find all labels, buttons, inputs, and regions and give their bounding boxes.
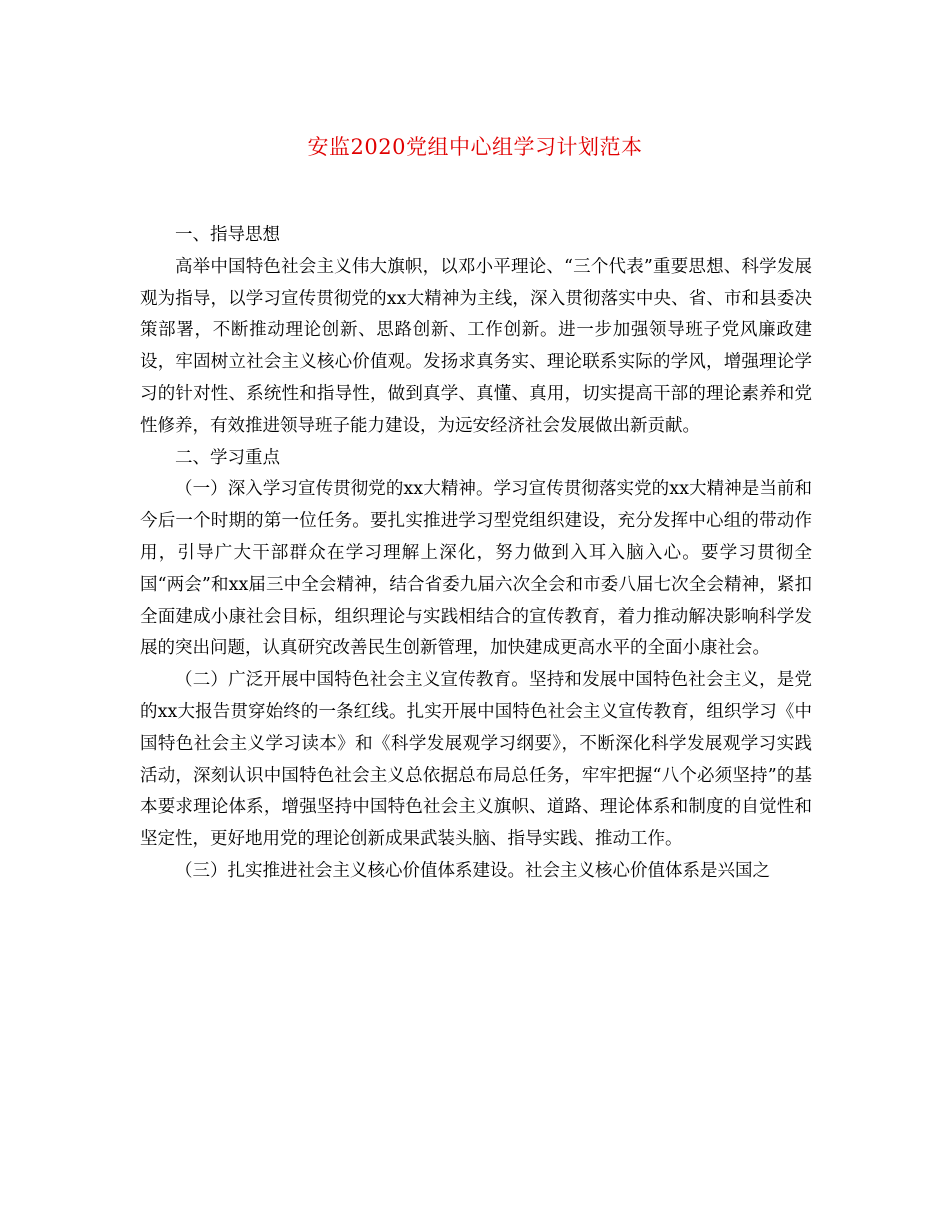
document-body	[140, 220, 812, 888]
paragraph-focus-1: （一）深入学习宣传贯彻党的xx大精神。学习宣传贯彻落实党的xx大精神是当前和今后一个时期的第一位任务。要扎实推进学习型党组织建设，充分发挥中心组的带动作用，引导广大干部群众在学习理解上深化，努力做到入耳入脑入心。要学习贯彻全国“两会”和xx届三中全会精神，结合省委九届六次全会和市委八届七次全会精神，紧扣全面建成小康社会目标，组织理论与实践相结合的宣传教育，着力推动解决影响科学发展的突出问题，认真研究改善民生创新管理，加快建成更高水平的全面小康社会。	[140, 479, 812, 659]
paragraph-focus-3: （三）扎实推进社会主义核心价值体系建设。社会主义核心价值体系是兴国之	[175, 860, 770, 881]
section-heading-study-focus: 二、学习重点	[175, 447, 280, 468]
document-title: 安监2020党组中心组学习计划范本	[307, 135, 643, 159]
paragraph-guiding-ideology: 高举中国特色社会主义伟大旗帜，以邓小平理论、“三个代表”重要思想、科学发展观为指导，以学习宣传贯彻党的xx大精神为主线，深入贯彻落实中央、省、市和县委决策部署，不断推动理论创新、思路创新、工作创新。进一步加强领导班子党风廉政建设，牢固树立社会主义核心价值观。发扬求真务实、理论联系实际的学风，增强理论学习的针对性、系统性和指导性，做到真学、真懂、真用，切实提高干部的理论素养和党性修养，有效推进领导班子能力建设，为远安经济社会发展做出新贡献。	[140, 256, 812, 436]
section-heading-guiding-ideology: 一、指导思想	[175, 225, 280, 245]
paragraph-focus-2: （二）广泛开展中国特色社会主义宣传教育。坚持和发展中国特色社会主义，是党的xx大报告贯穿始终的一条红线。扎实开展中国特色社会主义宣传教育，组织学习《中国特色社会主义学习读本》和《科学发展观学习纲要》，不断深化科学发展观学习实践活动，深刻认识中国特色社会主义总依据总布局总任务，牢牢把握“八个必须坚持”的基本要求理论体系，增强坚持中国特色社会主义旗帜、道路、理论体系和制度的自觉性和坚定性，更好地用党的理论创新成果武装头脑、指导实践、推动工作。	[140, 670, 812, 850]
